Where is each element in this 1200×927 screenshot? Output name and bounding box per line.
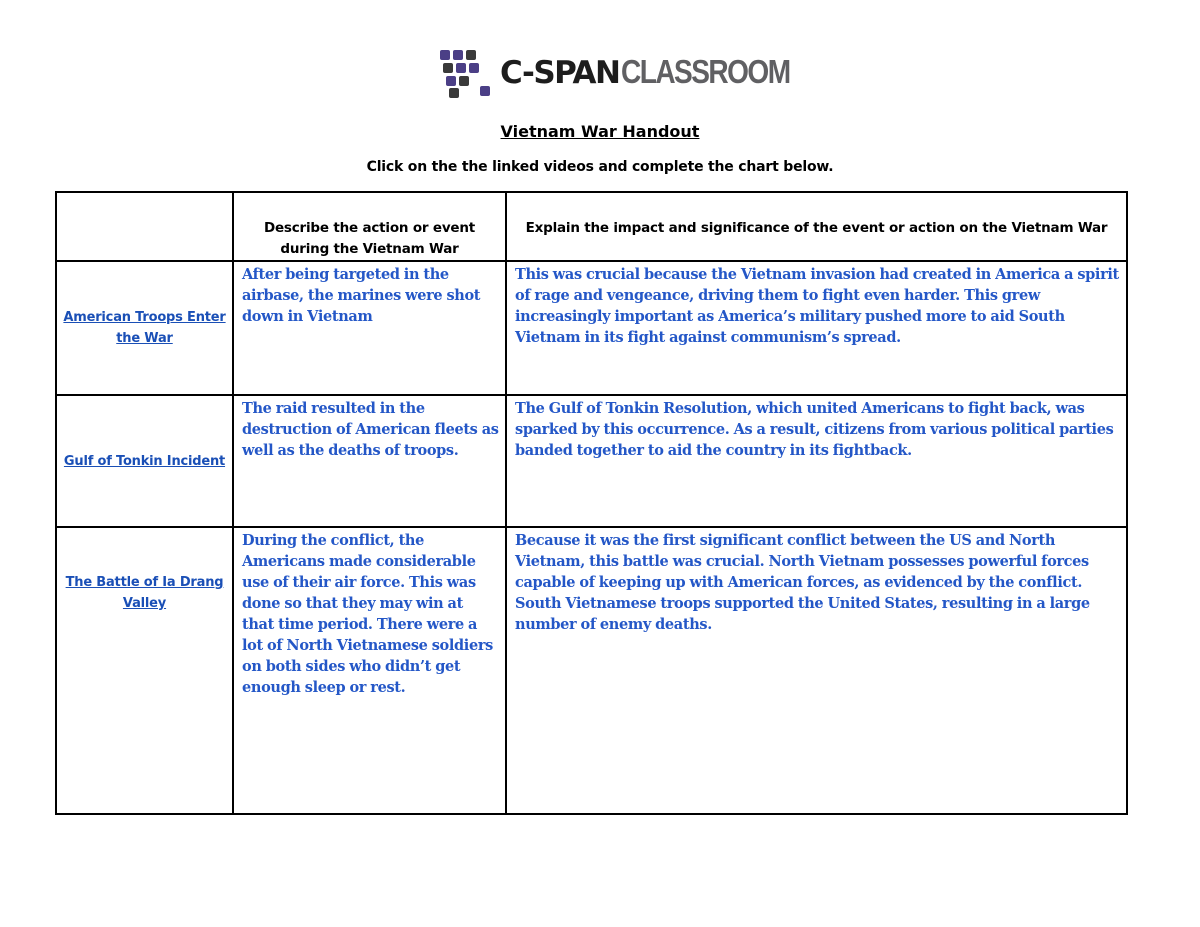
cspan-classroom-logo <box>440 48 791 100</box>
logo-product: CLASSROOM <box>621 53 791 90</box>
header-cell-empty <box>56 192 233 261</box>
header-cell-describe <box>233 192 506 261</box>
impact-cell <box>506 527 1127 814</box>
event-link-ia-drang-valley[interactable]: The Battle of Ia Drang Valley <box>65 575 224 611</box>
impact-cell <box>506 261 1127 395</box>
cspan-squares-icon <box>440 48 502 100</box>
description-cell <box>233 527 506 814</box>
logo-brand: C-SPAN <box>500 55 620 91</box>
impact-answer: This was crucial because the Vietnam invasion had created in America a spirit of rage and vengeance, driving them to fight even harder. This grew increasingly important as America’s military pushed more to aid South Vietnam in its fight against communism’s spread. <box>515 266 1119 346</box>
impact-answer: The Gulf of Tonkin Resolution, which united Americans to fight back, was sparked by this occurrence. As a result, citizens from various political parties banded together to aid the country in its fightback. <box>515 400 1114 459</box>
header-describe-label: Describe the action or event during the Vietnam War <box>263 220 476 257</box>
impact-answer: Because it was the first significant conflict between the US and North Vietnam, this battle was crucial. North Vietnam possesses powerful forces capable of keeping up with American forces, as evidenced by the conflict. South Vietnamese troops supported the United States, resulting in a large number of enemy deaths. <box>515 532 1090 633</box>
header-cell-explain <box>506 192 1127 261</box>
event-cell <box>56 527 233 814</box>
description-cell <box>233 261 506 395</box>
event-link-gulf-of-tonkin[interactable]: Gulf of Tonkin Incident <box>63 453 226 469</box>
description-answer: The raid resulted in the destruction of American fleets as well as the deaths of troops. <box>242 400 499 459</box>
table-row <box>56 527 1127 814</box>
logo-wordmark <box>500 52 820 93</box>
vietnam-war-chart <box>55 191 1128 815</box>
description-answer: After being targeted in the airbase, the marines were shot down in Vietnam <box>242 266 481 325</box>
table-header-row <box>56 192 1127 261</box>
table-row <box>56 395 1127 527</box>
description-cell <box>233 395 506 527</box>
event-link-american-troops[interactable]: American Troops Enter the War <box>63 310 226 346</box>
page-title: Vietnam War Handout <box>500 122 700 141</box>
table-row <box>56 261 1127 395</box>
impact-cell <box>506 395 1127 527</box>
event-cell <box>56 395 233 527</box>
description-answer: During the conflict, the Americans made considerable use of their air force. This was done so that they may win at that time period. There were a lot of North Vietnamese soldiers on both sides who didn’t get enough sleep or rest. <box>242 532 493 696</box>
instructions-text: Click on the the linked videos and complete the chart below. <box>366 159 834 175</box>
event-cell <box>56 261 233 395</box>
header-explain-label: Explain the impact and significance of the event or action on the Vietnam War <box>525 220 1108 236</box>
